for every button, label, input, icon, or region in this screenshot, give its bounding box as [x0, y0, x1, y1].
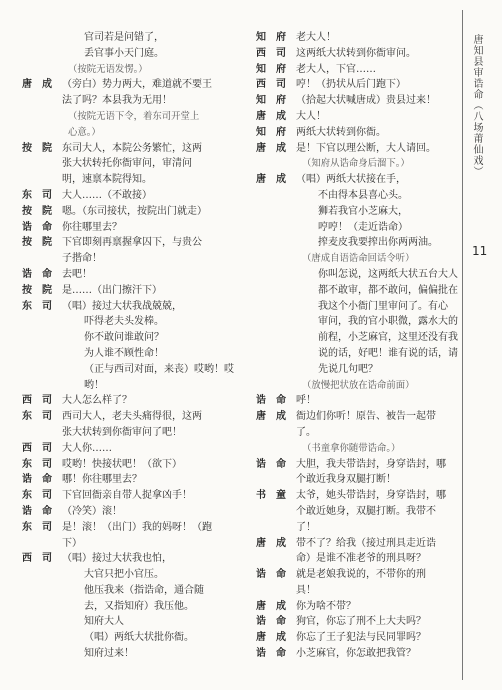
dialogue-text: 西司大人，老夫头痛得很，这两 [62, 411, 202, 423]
script-line [22, 599, 254, 615]
dialogue-text: 具！ [296, 584, 316, 596]
script-line [22, 125, 254, 141]
dialogue-text: 就是老娘我说的，不带你的刑 [296, 569, 426, 581]
speaker-name: 西 司 [22, 553, 52, 565]
script-line [22, 536, 254, 552]
script-line [256, 409, 456, 425]
script-line [22, 472, 254, 488]
speaker-name: 诰 命 [256, 395, 286, 407]
script-line [22, 204, 254, 220]
speaker-name: 唐 成 [256, 174, 286, 186]
dialogue-text: 是……（出门擦汗下） [62, 284, 162, 296]
dialogue-text: 老大人！ [296, 32, 336, 43]
script-line [22, 441, 254, 457]
script-line [22, 77, 254, 93]
speaker-name: 按 院 [22, 237, 52, 249]
stage-direction: （按院无语发愣。） [68, 63, 148, 75]
script-line [22, 314, 254, 330]
speaker-name: 知 府 [256, 95, 286, 107]
script-line [256, 425, 456, 441]
dialogue-text: 你忘了王子犯法与民同罪吗？ [296, 632, 426, 644]
script-line [256, 314, 456, 330]
speaker-name: 西 司 [22, 395, 52, 407]
script-line [256, 472, 456, 488]
speaker-name: 诰 命 [256, 616, 286, 628]
script-line [256, 299, 456, 315]
speaker-name: 东 司 [22, 490, 52, 502]
script-line [22, 504, 254, 520]
page-number: 11 [472, 244, 488, 258]
dialogue-text: 去，又指知府）我压他。 [84, 600, 194, 612]
script-line [256, 488, 456, 504]
script-line [256, 235, 456, 251]
speaker-name: 按 院 [22, 142, 52, 154]
script-line [256, 267, 456, 283]
dialogue-text: 你往哪里去？ [62, 221, 122, 233]
dialogue-text: 这两纸大状转到你衙审问。 [296, 47, 416, 59]
dialogue-text: 丢官事小天门庭。 [84, 47, 164, 59]
dialogue-text: 官司若是问错了， [84, 32, 164, 43]
dialogue-text: 说的话，好吧！谁有说的话，请 [318, 347, 458, 359]
script-line [22, 362, 254, 378]
script-line [256, 520, 456, 536]
dialogue-text: 两纸大状转到你衙。 [296, 126, 386, 138]
stage-direction: 心意。） [68, 126, 101, 138]
speaker-name: 诰 命 [22, 268, 52, 280]
script-line [22, 62, 254, 78]
script-line [256, 441, 456, 457]
speaker-name: 知 府 [256, 32, 286, 43]
dialogue-text: 哪！你往哪里去？ [62, 474, 142, 486]
script-line [22, 488, 254, 504]
speaker-name: 唐 成 [256, 110, 286, 122]
script-line [256, 393, 456, 409]
script-line [22, 30, 254, 46]
script-line [22, 425, 254, 441]
dialogue-text: 衙边们你听！原告、被告一起带 [296, 411, 436, 423]
dialogue-text: 你为啥不带？ [296, 600, 356, 612]
dialogue-text: 太爷，她头带诰封，身穿诰封，哪 [296, 490, 446, 502]
script-line [22, 93, 254, 109]
dialogue-text: 吓得老夫头发棒。 [84, 316, 164, 328]
speaker-name: 西 司 [256, 47, 286, 59]
speaker-name: 西 司 [22, 442, 52, 454]
speaker-name: 诰 命 [256, 458, 286, 470]
script-line [22, 141, 254, 157]
dialogue-text: 大胆，我夫带诰封，身穿诰封，哪 [296, 458, 446, 470]
dialogue-text: 为人谁不顾性命！ [84, 347, 164, 359]
script-line [22, 267, 254, 283]
dialogue-text: （冷笑）滚！ [62, 505, 122, 517]
script-line [256, 109, 456, 125]
script-line [256, 156, 456, 172]
left-text-column [22, 30, 254, 662]
dialogue-text: 大人你…… [62, 442, 112, 454]
dialogue-text: 嗯。（东司接状，按院出门就走） [62, 205, 207, 217]
dialogue-text: 了。 [296, 426, 316, 438]
script-line [256, 125, 456, 141]
speaker-name: 唐 成 [22, 79, 52, 91]
script-line [256, 283, 456, 299]
script-line [256, 457, 456, 473]
speaker-name: 东 司 [22, 189, 52, 201]
stage-direction: （唐成自语诰命回话令听） [302, 253, 415, 265]
dialogue-text: （唱）接过大状我也怕， [62, 553, 172, 565]
speaker-name: 东 司 [22, 521, 52, 533]
dialogue-text: 小芝麻官，你怎敢把我管？ [296, 648, 416, 660]
script-line [22, 567, 254, 583]
script-line [256, 567, 456, 583]
dialogue-text: 你不敢问谁敢问？ [84, 332, 164, 344]
script-line [256, 646, 456, 662]
dialogue-text: 大人……（不敢接） [62, 189, 152, 201]
script-line [256, 362, 456, 378]
speaker-name: 按 院 [22, 205, 52, 217]
speaker-name: 诰 命 [22, 221, 52, 233]
dialogue-text: 我这个小衙门里审问了。有心 [318, 300, 448, 312]
right-text-column [256, 30, 456, 662]
dialogue-text: （旁白）势力两大，难道就不要王 [62, 79, 212, 91]
dialogue-text: 你叫怎说，这两纸大状五台大人 [318, 268, 458, 280]
script-line [256, 504, 456, 520]
script-line [256, 614, 456, 630]
script-line [22, 156, 254, 172]
dialogue-text: （唱）两纸大状接在手， [296, 174, 406, 186]
speaker-name: 唐 成 [256, 142, 286, 154]
dialogue-text: 狗官，你忘了刑不上大夫吗？ [296, 616, 426, 628]
speaker-name: 东 司 [22, 411, 52, 423]
stage-direction: （放慢把状放在诰命前面） [302, 379, 415, 391]
stage-direction: （按院无语下令，着东司开堂上 [68, 110, 200, 122]
dialogue-text: 不由得本县喜心头。 [318, 189, 408, 201]
script-line [256, 251, 456, 267]
speaker-name: 唐 成 [256, 537, 286, 549]
margin-rule [462, 10, 463, 680]
script-line [22, 614, 254, 630]
script-line [256, 630, 456, 646]
script-line [22, 172, 254, 188]
dialogue-text: 下官即刻再禀握拿囚下，与贵公 [62, 237, 202, 249]
script-line [22, 393, 254, 409]
script-line [22, 457, 254, 473]
dialogue-text: 明，速禀本院得知。 [62, 174, 152, 186]
dialogue-text: 知府过来！ [84, 648, 134, 660]
dialogue-text: 前程，小芝麻官，这里还没有我 [318, 332, 458, 344]
script-line [22, 583, 254, 599]
dialogue-text: 个敢近我身双腿打断！ [296, 474, 396, 486]
dialogue-text: 下） [62, 537, 82, 549]
dialogue-text: 个敢近她身，双腿打断。我带不 [296, 505, 436, 517]
script-line [256, 188, 456, 204]
dialogue-text: 带不了？给我（接过刑具走近诰 [296, 537, 436, 549]
script-line [22, 46, 254, 62]
speaker-name: 诰 命 [256, 569, 286, 581]
script-line [22, 109, 254, 125]
dialogue-text: 大人怎么样了？ [62, 395, 132, 407]
dialogue-text: 哎哟！快接状吧！（欲下） [62, 458, 182, 470]
dialogue-text: 老大人，下官…… [296, 63, 376, 75]
dialogue-text: 审问，我的官小职微，露水大的 [318, 316, 458, 328]
script-line [22, 330, 254, 346]
dialogue-text: 哟！ [84, 379, 104, 391]
script-line [22, 378, 254, 394]
dialogue-text: 先说几句吧？ [318, 363, 378, 375]
speaker-name: 东 司 [22, 300, 52, 312]
speaker-name: 诰 命 [22, 474, 52, 486]
dialogue-text: 哼！（扔状从后门跑下） [296, 79, 406, 91]
script-line [256, 62, 456, 78]
stage-direction: （知府从诰命身后溜下。） [302, 158, 410, 170]
stage-direction: （书童拿你随带诰命。） [302, 442, 401, 454]
dialogue-text: 大人！ [296, 110, 326, 122]
dialogue-text: （拾起大状喊唐成）贵县过来！ [296, 95, 436, 107]
speaker-name: 知 府 [256, 126, 286, 138]
dialogue-text: 是！下官以理公断，大人请回。 [296, 142, 436, 154]
script-line [22, 283, 254, 299]
speaker-name: 书 童 [256, 490, 286, 502]
script-line [22, 520, 254, 536]
script-line [22, 409, 254, 425]
dialogue-text: （唱）接过大状我战兢兢， [62, 300, 182, 312]
speaker-name: 西 司 [256, 79, 286, 91]
script-line [256, 330, 456, 346]
script-line [22, 646, 254, 662]
dialogue-text: 张大状转托你衙审问，审清问 [62, 158, 192, 170]
script-line [256, 46, 456, 62]
script-line [22, 235, 254, 251]
dialogue-text: 哼哼！（走近诰命） [318, 221, 408, 233]
script-line [256, 220, 456, 236]
dialogue-text: 知府大人 [84, 616, 124, 628]
script-line [22, 346, 254, 362]
speaker-name: 东 司 [22, 458, 52, 470]
script-line [256, 77, 456, 93]
script-line [256, 346, 456, 362]
dialogue-text: 了！ [296, 521, 316, 533]
dialogue-text: 搾麦皮我要搾出你两两油。 [318, 237, 438, 249]
script-line [256, 93, 456, 109]
dialogue-text: 狮若我官小芝麻大， [318, 205, 408, 217]
dialogue-text: 命）是谁不准老爷的刑具呀？ [296, 553, 426, 565]
dialogue-text: （正与西司对面，来丧）哎哟！哎 [84, 363, 234, 375]
script-line [22, 551, 254, 567]
script-line [256, 141, 456, 157]
script-line [22, 220, 254, 236]
dialogue-text: 下官回衙亲自带人捉拿凶手！ [62, 490, 192, 502]
dialogue-text: 他压我来（指诰命，通合随 [84, 584, 204, 596]
script-line [22, 630, 254, 646]
script-line [22, 188, 254, 204]
script-line [256, 30, 456, 46]
speaker-name: 按 院 [22, 284, 52, 296]
script-line [256, 204, 456, 220]
speaker-name: 唐 成 [256, 632, 286, 644]
dialogue-text: 是！滚！（出门）我的妈呀！（跑 [62, 521, 212, 533]
dialogue-text: 大官只把小官压。 [84, 569, 164, 581]
dialogue-text: 呼！ [296, 395, 316, 407]
dialogue-text: 去吧！ [62, 268, 92, 280]
dialogue-text: 子揩命！ [62, 253, 102, 265]
script-line [22, 299, 254, 315]
dialogue-text: 东司大人，本院公务繁忙，这两 [62, 142, 202, 154]
speaker-name: 诰 命 [22, 505, 52, 517]
script-line [256, 583, 456, 599]
script-line [256, 599, 456, 615]
speaker-name: 诰 命 [256, 648, 286, 660]
speaker-name: 知 府 [256, 63, 286, 75]
dialogue-text: （唱）两纸大状批你衙。 [84, 632, 194, 644]
script-line [256, 172, 456, 188]
dialogue-text: 张大状转到你衙审问了吧！ [62, 426, 182, 438]
dialogue-text: 都不敢审，都不敢问，偏偏批在 [318, 284, 458, 296]
script-line [22, 251, 254, 267]
script-line [256, 378, 456, 394]
script-line [256, 536, 456, 552]
dialogue-text: 法了吗？本县我为无用！ [62, 95, 172, 107]
speaker-name: 唐 成 [256, 411, 286, 423]
script-line [256, 551, 456, 567]
running-title: 唐知县审诰命（八场莆仙戏） [471, 34, 482, 177]
speaker-name: 唐 成 [256, 600, 286, 612]
